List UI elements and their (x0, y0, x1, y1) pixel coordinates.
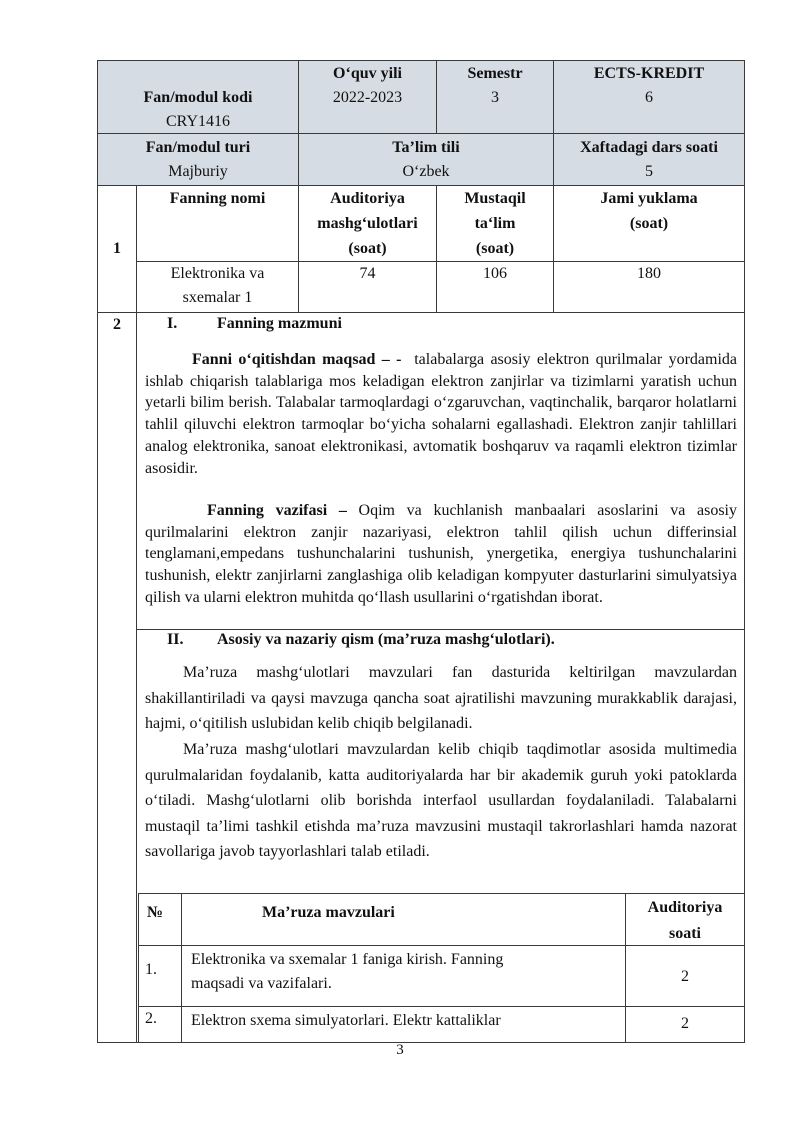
independent-header (436, 185, 554, 262)
goal-paragraph (145, 349, 737, 479)
section2-title: Asosiy va nazariy qism (ma’ruza mashg‘ulotlari). (217, 631, 555, 648)
weekly-hours-label: Xaftadagi dars soati (580, 139, 718, 156)
goal-dash: – - (375, 351, 402, 368)
module-code-label: Fan/modul kodi (143, 89, 253, 106)
lecture-paragraph-1-text: Ma’ruza mashg‘ulotlari mavzulari fan dasturida keltirilgan mavzulardan shakillantiriladi va qaysi mavzuga qancha soat ajratilishi mavzuning murakkablik darajasi, hajmi, o‘qitilish uslubidan kelib chiqib belgilanadi. (145, 664, 737, 733)
independent-label-line2: ta‘lim (474, 215, 516, 232)
independent-hours-cell (436, 261, 554, 313)
lecture-paragraph-1 (145, 660, 737, 737)
section2-number: II. (167, 631, 184, 648)
lecture-row-2-topic-line1: Elektron sxema simulyatorlari. Elektr kattaliklar (191, 1012, 501, 1029)
lecture-row-2-hours: 2 (681, 1015, 689, 1032)
lectures-col-no: № (147, 904, 164, 921)
goal-label: Fanni o‘qitishdan maqsad (192, 351, 376, 368)
page-number: 3 (396, 1042, 404, 1058)
lecture-row-1-no-cell (138, 945, 182, 1007)
task-text: Oqim va kuchlanish manbaalari asoslarini va asosiy qurilmalarini elektron zanjir nazariyasi, elektron tahlil qilish uchun differinsial tenglamani,empedans tushunchalarini tushunish, ynergetika, energiya tushunchalarini tushunish, elektr zanjirlarni zanglashiga olib keladigan kompyuter dasturlarini simulyatsiya qilish va ularni elektron muhitda qo‘llash usullarini o‘rgatishdan iborat. (145, 502, 738, 606)
lecture-row-2-no: 2. (145, 1010, 157, 1027)
lectures-header-no (138, 893, 182, 946)
module-code-value: CRY1416 (165, 113, 230, 130)
module-type-cell (97, 133, 299, 186)
goal-text: talabalarga asosiy elektron qurilmalar yordamida ishlab chiqarish talablariga mos keladigan elektron zanjirlar va tizimlarni yaratish uchun yetarli bilim berish. Talabalar tarmoqlardagi o‘zgaruvchan, vaqtinchalik, barqaror holatlarni tahlil qiluvchi elektron tarmoqlar bo‘yicha sohalarni egallashadi. Elektron zanjir tahlillari analog elektronika, sanoat elektronikasi, avtomatik boshqaruv va raqamli elektron tizimlar asosidir. (145, 351, 738, 477)
academic-year-label: O‘quv yili (333, 65, 402, 82)
auditorium-label-line2: mashg‘ulotlari (317, 215, 418, 232)
module-code-cell (97, 60, 299, 134)
auditorium-label-line3: (soat) (348, 240, 387, 257)
total-load-label-line2: (soat) (629, 215, 669, 232)
lecture-paragraph-2-text: Ma’ruza mashg‘ulotlari mavzulardan kelib chiqib taqdimotlar asosida multimedia qurulmalaridan foydalanib, katta auditoriyalarda har bir akademik guruh yoki patoklarda o‘tiladi. Mashg‘ulotlarni olib borishda interfaol usullardan foydalaniladi. Talabalarni mustaqil ta’limi tashkil etishda ma’ruza mavzusini mustaqil takrorlashlari hamda nazorat savollariga javob tayyorlashlari talab etiladi. (145, 741, 737, 861)
language-label: Ta’lim tili (392, 139, 460, 156)
subject-name-label: Fanning nomi (169, 190, 266, 207)
lecture-row-1-topic-line2: maqsadi va vazifalari. (191, 975, 332, 992)
independent-label-line1: Mustaqil (464, 190, 526, 207)
lecture-row-1-hours-cell (625, 945, 745, 1007)
semester-label: Semestr (467, 65, 523, 82)
ects-cell (553, 60, 745, 134)
lecture-row-1-topic-line1: Elektronika va sxemalar 1 faniga kirish. Fanning (191, 951, 504, 968)
total-load-label-line1: Jami yuklama (600, 190, 698, 207)
lecture-row-2-no-cell (138, 1006, 182, 1043)
semester-value: 3 (491, 89, 499, 106)
weekly-hours-cell (553, 133, 745, 186)
section1-heading (167, 312, 342, 336)
total-load-header (553, 185, 745, 262)
row-number: 1 (113, 240, 121, 257)
lectures-header-topic (181, 893, 626, 946)
auditorium-label-line1: Auditoriya (330, 190, 405, 207)
task-dash: – (327, 502, 359, 519)
academic-year-value: 2022-2023 (332, 89, 403, 106)
lecture-row-1-no: 1. (145, 961, 157, 978)
ects-value: 6 (645, 89, 653, 106)
semester-cell (436, 60, 554, 134)
module-type-value: Majburiy (168, 163, 228, 180)
lecture-row-1-topic-cell (181, 945, 626, 1007)
language-cell (298, 133, 554, 186)
lecture-row-2-hours-cell (625, 1006, 745, 1043)
lecture-row-1-hours: 2 (681, 968, 689, 985)
lecture-paragraph-2 (145, 737, 737, 865)
weekly-hours-value: 5 (645, 163, 653, 180)
academic-year-cell (298, 60, 437, 134)
ects-label: ECTS-KREDIT (593, 65, 705, 82)
task-label: Fanning vazifasi (207, 502, 328, 519)
section2-heading (167, 628, 555, 652)
subject-name-line1: Elektronika va (170, 265, 265, 282)
auditorium-header (298, 185, 437, 262)
subject-name-header (136, 185, 299, 262)
independent-hours: 106 (483, 265, 507, 282)
row2-number-cell (97, 312, 137, 1043)
subject-name-cell (136, 261, 299, 313)
task-paragraph (145, 500, 737, 609)
lectures-col-hours-line2: soati (669, 925, 701, 942)
row2-number: 2 (113, 316, 121, 333)
total-hours-cell (553, 261, 745, 313)
lectures-col-topic: Ma’ruza mavzulari (262, 904, 395, 921)
total-hours: 180 (637, 265, 661, 282)
subject-name-line2: sxemalar 1 (182, 289, 253, 306)
section1-number: I. (167, 315, 178, 332)
lectures-header-hours (625, 893, 745, 946)
language-value: O‘zbek (402, 163, 450, 180)
independent-label-line3: (soat) (475, 240, 515, 257)
row-number-cell (97, 185, 137, 313)
lectures-col-hours-line1: Auditoriya (647, 899, 723, 916)
auditorium-hours: 74 (359, 265, 376, 282)
module-type-label: Fan/modul turi (145, 139, 251, 156)
auditorium-hours-cell (298, 261, 437, 313)
section1-title: Fanning mazmuni (217, 315, 342, 332)
lecture-row-2-topic-cell (181, 1006, 626, 1043)
